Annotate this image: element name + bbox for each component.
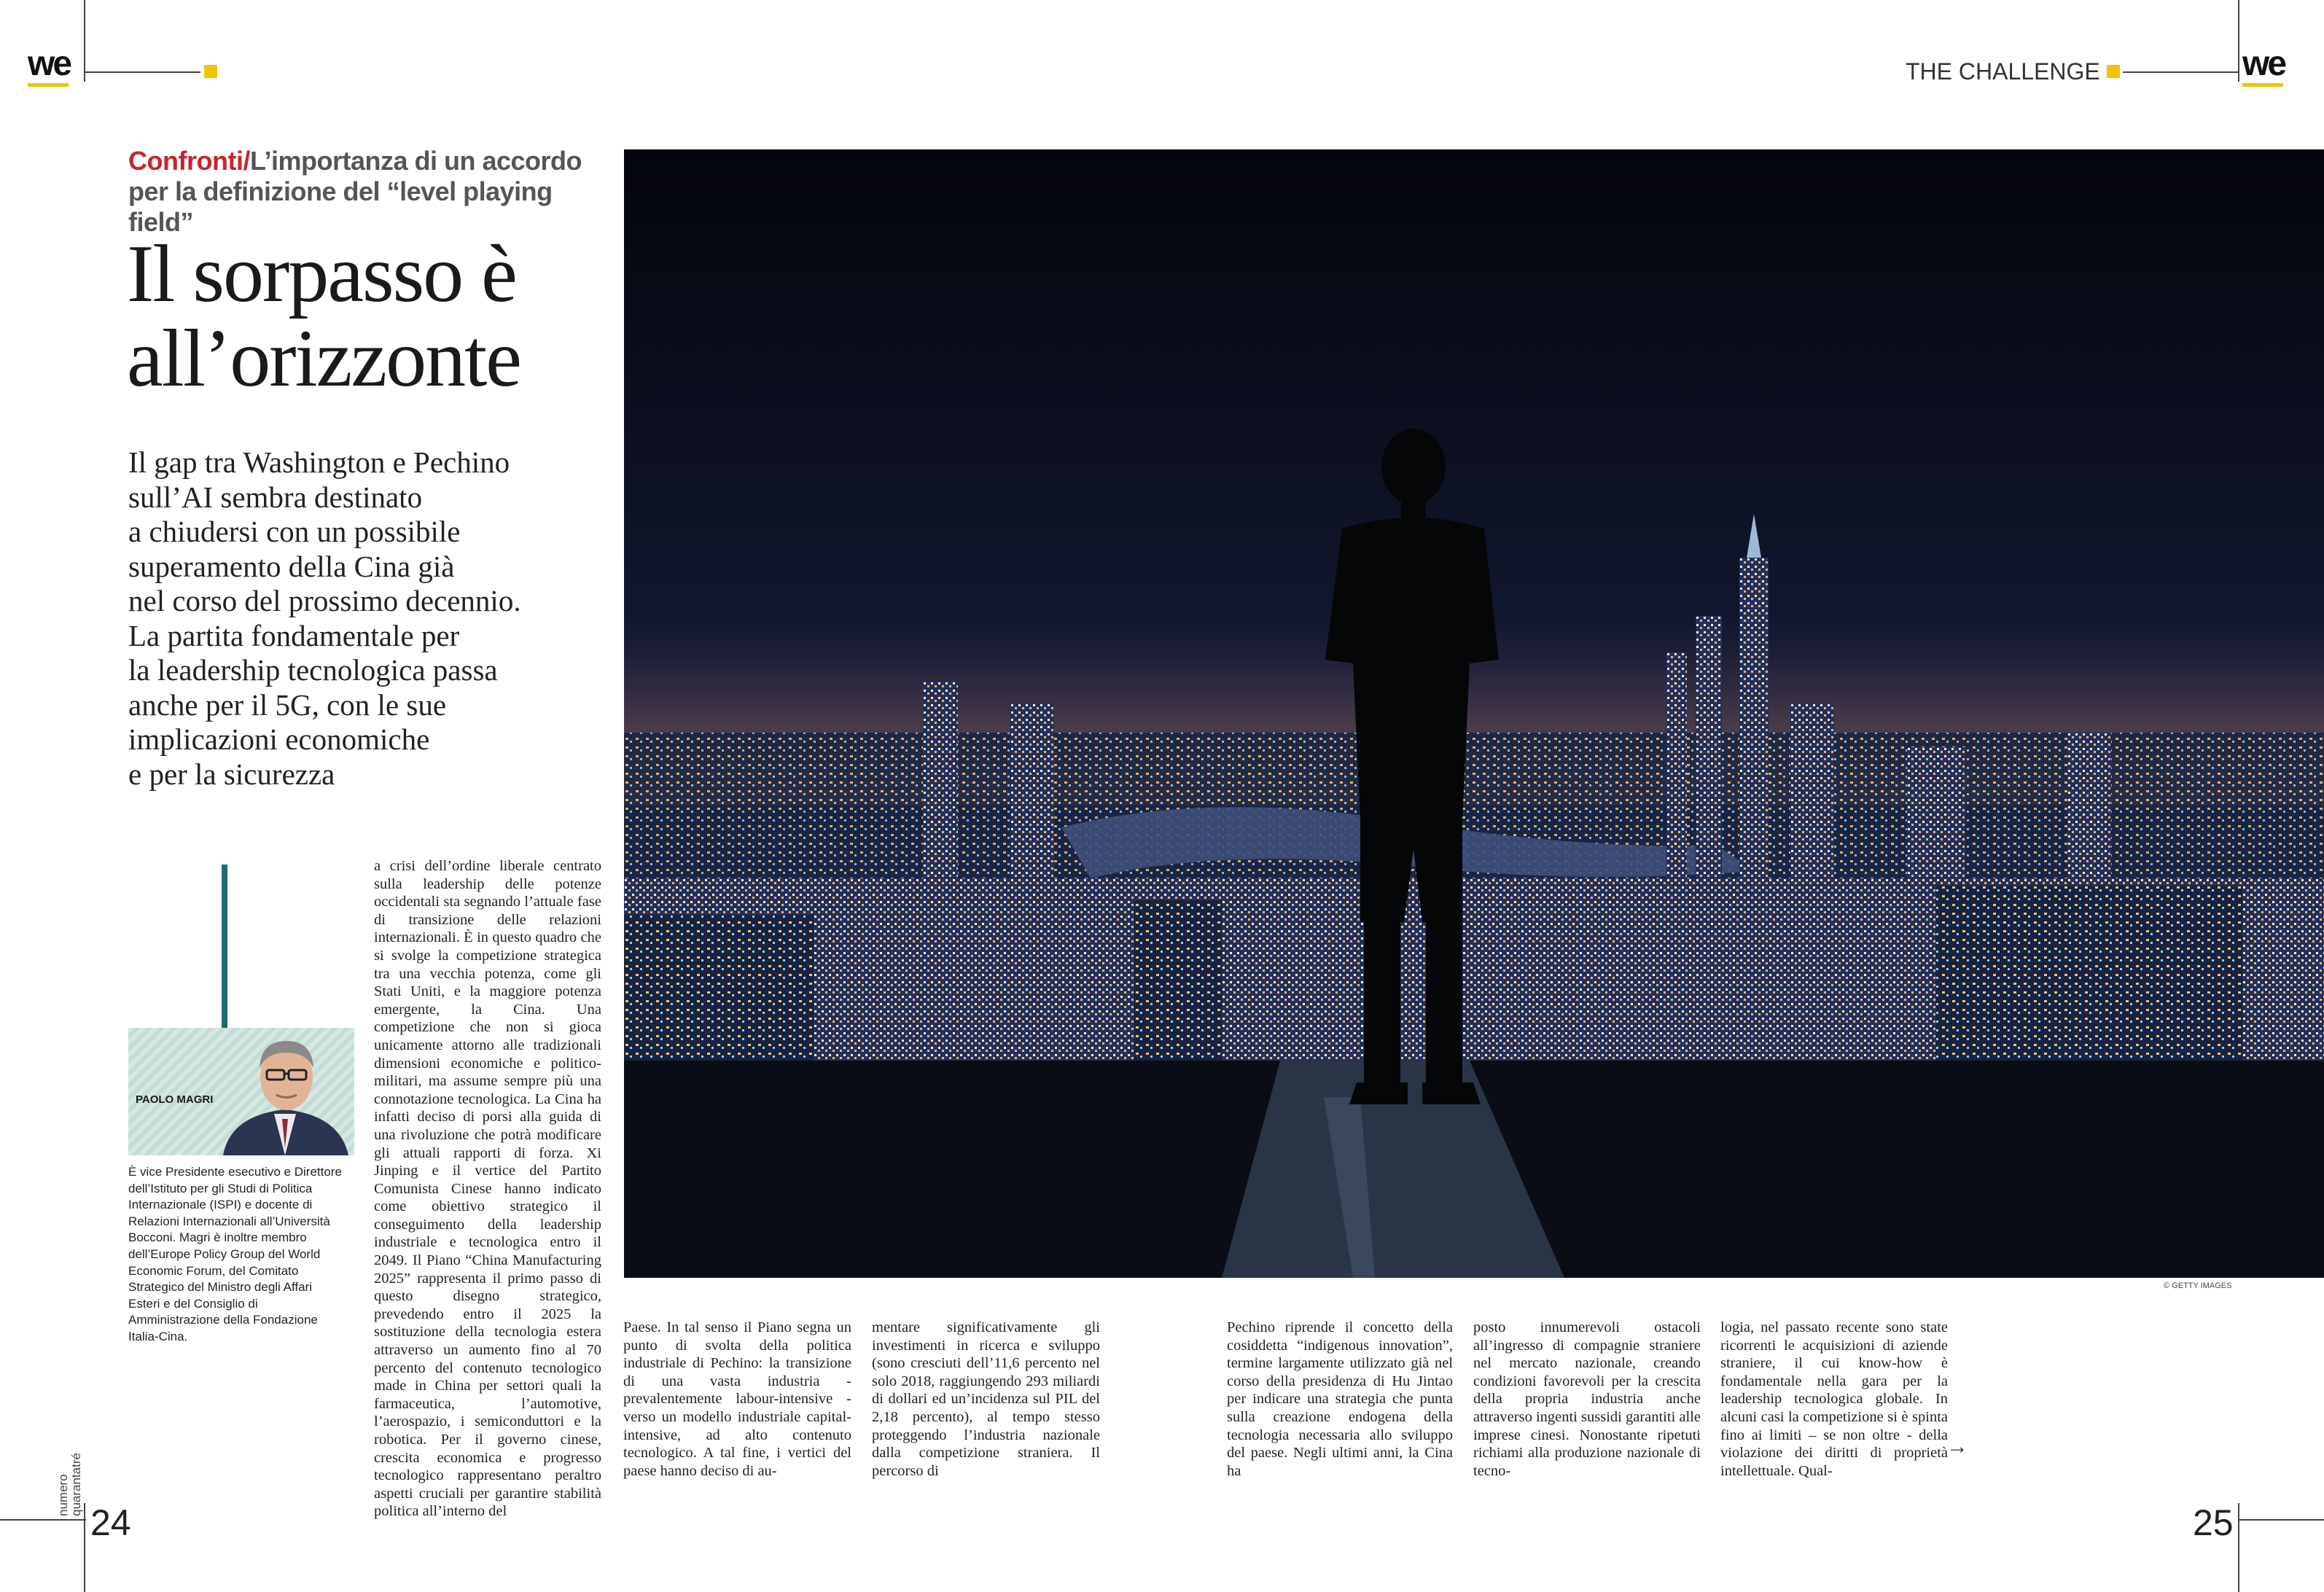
deck-line: Il gap tra Washington e Pechino — [128, 445, 510, 479]
section-label: THE CHALLENGE — [1906, 58, 2100, 85]
footer-crop-right — [2238, 1503, 2239, 1592]
headline-line-1: Il sorpasso è — [127, 229, 516, 319]
headline — [127, 229, 623, 404]
issue-line-2: quarantatré — [69, 1453, 83, 1516]
deck-line: a chiudersi con un possibile — [128, 515, 461, 548]
footer-rule-right — [2238, 1519, 2324, 1521]
body-column-1: a crisi dell’ordine liberale centrato sulla leadership delle potenze occidentali sta segnando l’attuale fase di transizione delle relazioni internazionali. È in questo quadro che si svolge la competizione strategica tra una vecchia potenza, come gli Stati Uniti, e la maggiore potenza emergente, la Cina. Una competizione che non si gioca unicamente attorno alle tradizionali dimensioni economiche e politico-militari, ma assume sempre più una connotazione tecnologica. La Cina ha infatti deciso di porsi alla guida di una rivoluzione che potrà modificare gli attuali rapporti di forza. Xi Jinping e il vertice del Partito Comunista Cinese hanno indicato come obiettivo strategico il conseguimento della leadership industriale e tecnologica entro il 2049. Il Piano “China Manufacturing 2025” rappresenta il primo passo di questo disegno strategico, prevedendo entro il 2025 la sostituzione della tecnologia estera attraverso un aumento fino al 70 percento del contenuto tecnologico made in China per settori quali la farmaceutica, l’automotive, l’aerospazio, i semiconduttori e la robotica. Per il governo cinese, crescita economica e progresso tecnologico rappresentano peraltro aspetti cruciali per garantire stabilità politica all’interno del — [374, 858, 601, 1520]
page-number-right: 25 — [2193, 1502, 2234, 1543]
body-column-6: logia, nel passato recente sono state ricorrenti le acquisizioni di aziende straniere, il cui know-how è fondamentale nella gara per la leadership tecnologica globale. In alcuni casi la competizione si è spinta fino ai limiti – se non oltre - della violazione dei diritti di proprietà intellettuale. Qual- — [1720, 1319, 1948, 1479]
kicker-line-1: L’importanza di un accordo — [249, 146, 582, 176]
page-number-left: 24 — [90, 1502, 131, 1543]
author-portrait — [216, 1028, 354, 1155]
deck-line: la leadership tecnologica passa — [128, 653, 498, 687]
deck — [128, 445, 631, 792]
kicker-category: Confronti/ — [128, 146, 250, 176]
body-column-4: Pechino riprende il concetto della cosiddetta “indigenous innovation”, termine largamente utilizzato già nel corso della presidenza di Hu Jintao per indicare una strategia che punta sulla creazione endogena della tecnologia necessaria allo sviluppo del paese. Negli ultimi anni, la Cina ha — [1227, 1319, 1453, 1479]
deck-line: e per la sicurezza — [128, 757, 335, 791]
body-column-2: Paese. In tal senso il Piano segna un punto di svolta della politica industriale di Pechino: la transizione di una vasta industria - prevalentemente labour-intensive - verso un modello industriale capital-intensive, ad alto contenuto tecnologico. A tal fine, i vertici del paese hanno deciso di au- — [623, 1319, 851, 1479]
author-card — [128, 1028, 354, 1155]
author-name: PAOLO MAGRI — [136, 1093, 214, 1106]
we-logo-right: we — [2242, 44, 2285, 83]
deck-line: implicazioni economiche — [128, 722, 430, 756]
issue-line-1: numero — [56, 1474, 70, 1516]
body-column-3: mentare significativamente gli investimenti in ricerca e sviluppo (sono cresciuti dell’11,6 percento nel solo 2018, raggiungendo 293 miliardi di dollari ed un’incidenza sul PIL del 2,18 percento), al tempo stesso proteggendo l’industria nazionale dalla competizione straniera. Il percorso di — [872, 1319, 1100, 1479]
header-rule-left — [84, 71, 200, 73]
deck-line: La partita fondamentale per — [128, 618, 460, 652]
deck-line: superamento della Cina già — [128, 549, 455, 583]
photo-credit: © GETTY IMAGES — [2164, 1281, 2232, 1290]
header-rule-right — [2123, 71, 2239, 73]
kicker-line-2: per la definizione del “level playing field” — [128, 176, 553, 237]
yellow-square-left — [204, 65, 217, 78]
footer-rule-left — [0, 1519, 86, 1521]
crop-mark-left — [84, 0, 85, 82]
deck-line: sull’AI sembra destinato — [128, 480, 423, 514]
yellow-square-right — [2107, 65, 2120, 78]
body-column-5: posto innumerevoli ostacoli all’ingresso di compagnie straniere nel mercato nazionale, creando condizioni favorevoli per la crescita della propria industria anche attraverso ingenti sussidi garantiti alle imprese cinesi. Nonostante ripetuti richiami alla produzione nazionale di tecno- — [1473, 1319, 1701, 1479]
author-bio: È vice Presidente esecutivo e Direttore dell’Istituto per gli Studi di Politica Internazionale (ISPI) e docente di Relazioni Internazionali all’Università Bocconi. Magri è inoltre membro dell’Europe Policy Group del World Economic Forum, del Comitato Strategico del Ministro degli Affari Esteri e del Consiglio di Amministrazione della Fondazione Italia-Cina. — [128, 1165, 342, 1343]
headline-line-2: all’orizzonte — [127, 313, 520, 404]
continue-arrow-icon: → — [1946, 1435, 1968, 1459]
footer-crop-left — [84, 1503, 85, 1592]
we-logo-left: we — [28, 44, 71, 83]
deck-line: nel corso del prossimo decennio. — [128, 584, 521, 617]
kicker — [128, 146, 624, 238]
city-night-photo — [624, 149, 2324, 1278]
deck-line: anche per il 5G, con le sue — [128, 687, 447, 722]
crop-mark-right — [2238, 0, 2239, 82]
